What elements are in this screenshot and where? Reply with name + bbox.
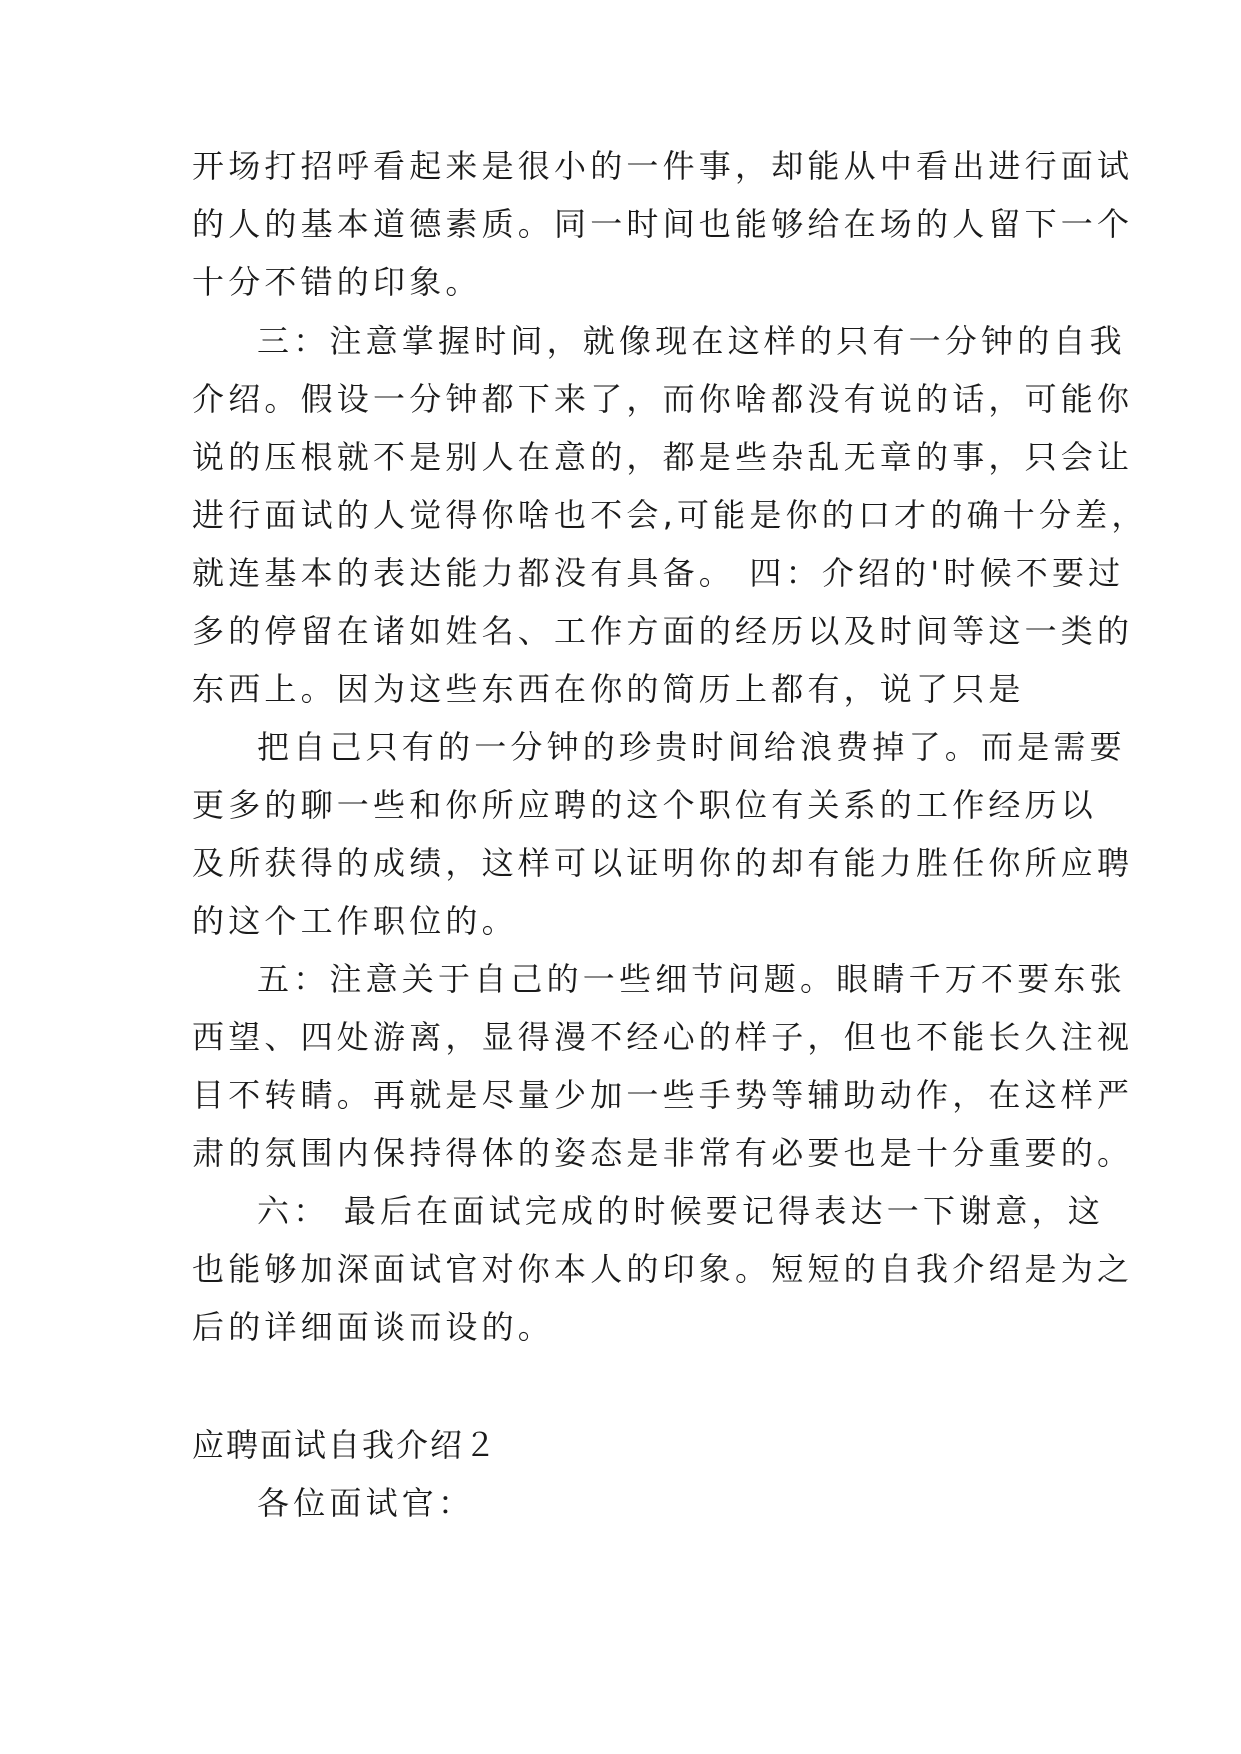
paragraph-line: 五：注意关于自己的一些细节问题。眼睛千万不要东张 xyxy=(257,960,1126,998)
paragraph-line: 西望、四处游离，显得漫不经心的样子，但也不能长久注视 xyxy=(192,1018,1134,1056)
paragraph-line: 及所获得的成绩，这样可以证明你的却有能力胜任你所应聘 xyxy=(192,844,1134,882)
salutation-line: 各位面试官： xyxy=(257,1484,475,1522)
paragraph-line: 开场打招呼看起来是很小的一件事，却能从中看出进行面试 xyxy=(192,147,1134,185)
paragraph-line: 进行面试的人觉得你啥也不会,可能是你的口才的确十分差， xyxy=(192,496,1148,534)
paragraph-line: 介绍。假设一分钟都下来了，而你啥都没有说的话，可能你 xyxy=(192,380,1134,418)
paragraph-line: 三：注意掌握时间，就像现在这样的只有一分钟的自我 xyxy=(257,322,1126,360)
paragraph-line: 也能够加深面试官对你本人的印象。短短的自我介绍是为之 xyxy=(192,1250,1134,1288)
paragraph-line: 六： 最后在面试完成的时候要记得表达一下谢意，这 xyxy=(257,1192,1104,1230)
paragraph-line: 把自己只有的一分钟的珍贵时间给浪费掉了。而是需要 xyxy=(257,728,1126,766)
paragraph-line: 后的详细面谈而设的。 xyxy=(192,1308,555,1346)
paragraph-line: 的人的基本道德素质。同一时间也能够给在场的人留下一个 xyxy=(192,205,1134,243)
paragraph-line: 更多的聊一些和你所应聘的这个职位有关系的工作经历以 xyxy=(192,786,1098,824)
section-heading: 应聘面试自我介绍２ xyxy=(192,1426,499,1464)
paragraph-line: 东西上。因为这些东西在你的简历上都有，说了只是 xyxy=(192,670,1025,708)
paragraph-line: 说的压根就不是别人在意的，都是些杂乱无章的事，只会让 xyxy=(192,438,1134,476)
paragraph-line: 多的停留在诸如姓名、工作方面的经历以及时间等这一类的 xyxy=(192,612,1134,650)
paragraph-line: 十分不错的印象。 xyxy=(192,263,482,301)
paragraph-line: 就连基本的表达能力都没有具备。 四：介绍的'时候不要过 xyxy=(192,554,1125,592)
paragraph-line: 目不转睛。再就是尽量少加一些手势等辅助动作，在这样严 xyxy=(192,1076,1134,1114)
paragraph-line: 的这个工作职位的。 xyxy=(192,902,518,940)
paragraph-line: 肃的氛围内保持得体的姿态是非常有必要也是十分重要的。 xyxy=(192,1134,1134,1172)
